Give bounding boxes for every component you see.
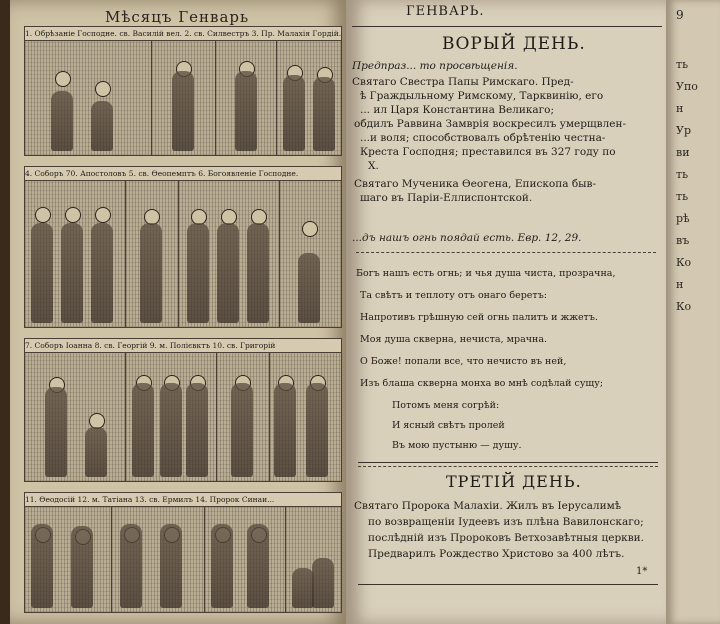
text-line: шаго въ Паріи-Еллиспонтской. [360,192,533,204]
text-line: Х. [368,160,379,172]
running-head: ГЕНВАРЬ. [406,4,485,19]
edge-fragment: ть [676,168,689,181]
edge-fragment: ть [676,190,689,203]
edge-fragment: Ур [676,124,691,137]
page-number: 9 [676,8,684,22]
text-line: послѣдній изъ Пророковъ Ветхозавѣтныя церкви. [368,532,644,544]
edge-fragment: Упо [676,80,698,93]
rule [358,462,658,463]
icon-panel [277,41,341,155]
text-line: ... ил Царя Константина Великаго; [360,104,555,116]
row-caption: 11. Ѳеодосій 12. м. Татіана 13. св. Ермилъ 14. Пророк Синаи... [25,493,341,507]
row-caption: 4. Соборъ 70. Апостоловъ 5. св. Ѳеопемптъ 6. Богоявленіе Господне. [25,167,341,181]
icon-panel [25,181,126,327]
left-page [10,0,346,624]
icon-panel [25,353,126,481]
edge-fragment: н [676,278,684,291]
edge-fragment: Ко [676,300,692,313]
epigraph: ...дъ нашъ огнь поядай есть. Евр. 12, 29. [352,232,582,244]
icon-row-4 [24,492,342,613]
row-caption: 7. Соборъ Іоанна 8. св. Георгій 9. м. Полієвктъ 10. св. Григорій [25,339,341,353]
edge-fragment: рѣ [676,212,690,225]
text-line: Святаго Пророка Малахіи. Жилъ въ Іерусалимѣ [354,500,622,512]
second-day-heading: ВОРЫЙ ДЕНЬ. [442,34,586,54]
edge-fragment: Ко [676,256,692,269]
icon-panel [112,507,205,612]
left-page-title: Мѣсяцъ Генварь [105,8,250,26]
icon-panel [280,181,341,327]
poem-line: Та свѣтъ и теплоту отъ онаго беретъ: [360,290,547,301]
text-line: ...и воля; способствовалъ обрѣтенію честна- [360,132,606,144]
edge-fragment: н [676,102,684,115]
poem-line: Богъ нашъ есть огнь; и чья душа чиста, прозрачна, [356,268,616,279]
icon-grid [24,26,340,611]
poem-line: И ясный свѣтъ пролей [392,420,505,431]
icon-panel [126,353,217,481]
poem-line: Въ мою пустыню — душу. [392,440,522,451]
icon-panel [205,507,286,612]
edge-fragment: ви [676,146,690,159]
icon-row-2 [24,166,342,328]
icon-panel [179,181,280,327]
poem-line: Моя душа скверна, нечиста, мрачна. [360,334,548,345]
icon-panel [25,41,152,155]
text-line: обдилъ Раввина Замврія воскресилъ умерщвлен- [354,118,627,130]
icon-panel [270,353,341,481]
right-page [346,0,666,624]
edge-fragment: ть [676,58,689,71]
icon-panel [217,353,270,481]
icon-row-1 [24,26,342,156]
poem-line: Изъ блаша скверна монха во мнѣ содѣлай сущу; [360,378,604,389]
icon-panel [126,181,179,327]
signature-mark: 1* [636,566,648,577]
text-line: ѣ Граждыльному Римскому, Тарквинію, его [360,90,604,102]
edge-page [666,0,720,624]
text-line: Креста Господня; преставился въ 327 году по [360,146,616,158]
poem-line: Потомъ меня согрѣй: [392,400,500,411]
rule [358,584,658,585]
icon-panel [25,507,112,612]
edge-fragment: въ [676,234,690,247]
divider [356,252,656,253]
icon-row-3 [24,338,342,482]
poem-line: О Боже! попали все, что нечисто въ ней, [360,356,567,367]
icon-panel [152,41,216,155]
text-line: Предпраз... то просвѣщенія. [352,60,518,72]
rule [352,26,662,27]
third-day-heading: ТРЕТІЙ ДЕНЬ. [446,472,582,491]
icon-panel [216,41,277,155]
icon-panel [286,507,341,612]
text-line: Святаго Мученика Ѳеогена, Епископа быв- [354,178,596,190]
text-line: по возвращеніи Іудеевъ изъ плѣна Вавилонскаго; [368,516,644,528]
poem-line: Напротивъ грѣшную сей огнь палитъ и жжетъ. [360,312,598,323]
divider [358,466,658,467]
text-line: Святаго Свестра Папы Римскаго. Пред- [352,76,574,88]
row-caption: 1. Обрѣзаніе Господне. св. Василій вел. 2. св. Силвестръ 3. Пр. Малахія Гордій. [25,27,341,41]
text-line: Предварилъ Рождество Христово за 400 лѣтъ. [368,548,625,560]
